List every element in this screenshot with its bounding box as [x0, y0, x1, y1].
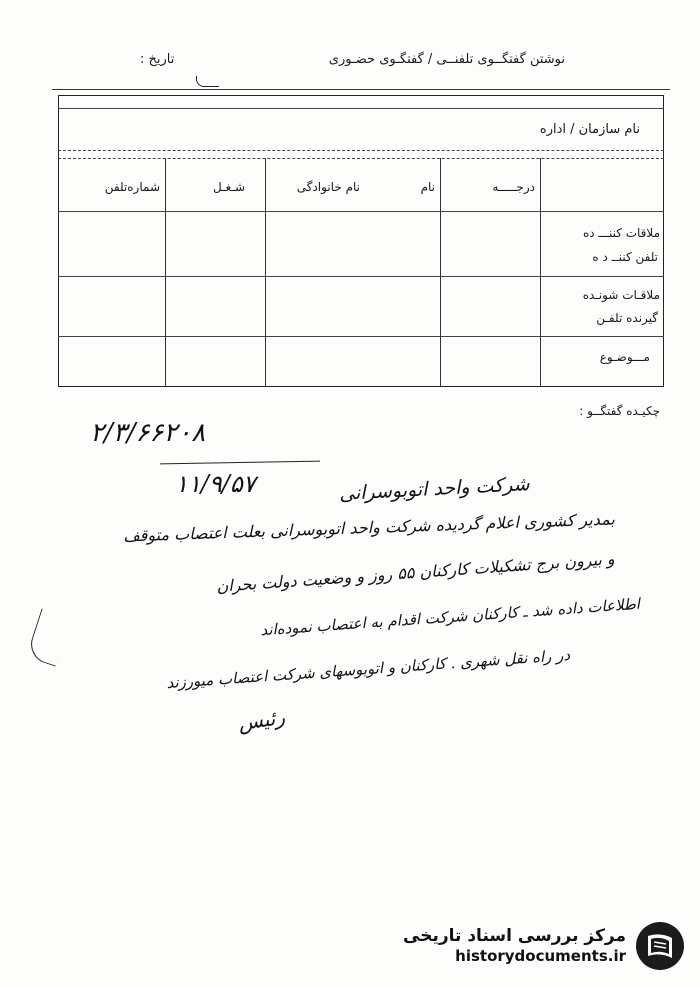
- handwritten-line-5: در راه نقل شهری . کارکنان و اتوبوسهای شرکت اعتصاب میورزند: [165, 645, 571, 693]
- form-column-divider: [540, 158, 541, 387]
- form-column-divider: [165, 158, 166, 387]
- form-table: [58, 95, 664, 387]
- header-pen-mark: [196, 76, 219, 87]
- handwritten-line-4: اطلاعات داده شد ـ کارکنان شرکت اقدام به اعتصاب نموده‌اند: [259, 594, 641, 640]
- form-column-divider: [440, 158, 441, 387]
- watermark-url: historydocuments.ir: [455, 947, 626, 966]
- column-surname: نام خانوادگی: [296, 180, 360, 194]
- row-caller-label: تلفن کننــ د ه: [592, 250, 658, 264]
- row-visitor-label: ملاقات کننـــ ده: [582, 226, 660, 240]
- form-title: نوشتن گفتگــوی تلفنــی / گفتگـوی حضـوری: [328, 52, 565, 67]
- archive-logo-icon: [634, 920, 686, 972]
- date-label: تاریخ :: [140, 52, 175, 67]
- handwritten-reference-number: ۲/۳/۶۶۲۰۸: [90, 418, 206, 448]
- reference-underline: [160, 461, 320, 465]
- form-row-divider: [58, 336, 664, 337]
- row-subject-label: مـــوضـوع: [599, 350, 650, 364]
- column-phone: شماره‌تلفن: [104, 180, 160, 194]
- handwritten-line-3: و بیرون برج تشکیلات کارکنان ۵۵ روز و وضعیت دولت بحران: [215, 549, 616, 596]
- handwritten-signature: رئیس: [236, 704, 287, 736]
- watermark-name: مرکز بررسی اسناد تاریخی: [403, 926, 626, 946]
- handwritten-line-1: شرکت واحد اتوبوسرانی: [338, 473, 531, 505]
- org-label: نام سازمان / اداره: [539, 122, 640, 137]
- form-column-divider: [265, 158, 266, 387]
- form-row-divider: [58, 158, 664, 159]
- form-top-rule: [52, 89, 670, 90]
- form-row-divider: [58, 150, 664, 151]
- column-rank: درجـــــه: [492, 180, 535, 194]
- margin-pen-stroke: [26, 608, 71, 666]
- row-visited-label: ملاقـات شونـده: [582, 288, 660, 302]
- form-row-divider: [58, 211, 664, 212]
- column-job: شـغـل: [213, 180, 245, 194]
- watermark: [403, 920, 686, 972]
- column-name: نام: [420, 180, 435, 194]
- row-receiver-label: گیرنده تلفـن: [596, 311, 658, 325]
- form-row-divider: [58, 276, 664, 277]
- handwritten-date: ۱۱/۹/۵۷: [175, 470, 256, 498]
- handwritten-line-2: بمدیر کشوری اعلام گردیده شرکت واحد اتوبوسرانی بعلت اعتصاب متوقف: [122, 509, 616, 546]
- summary-label: چکیـده گفتگــو :: [579, 404, 660, 418]
- form-row-divider: [58, 108, 664, 109]
